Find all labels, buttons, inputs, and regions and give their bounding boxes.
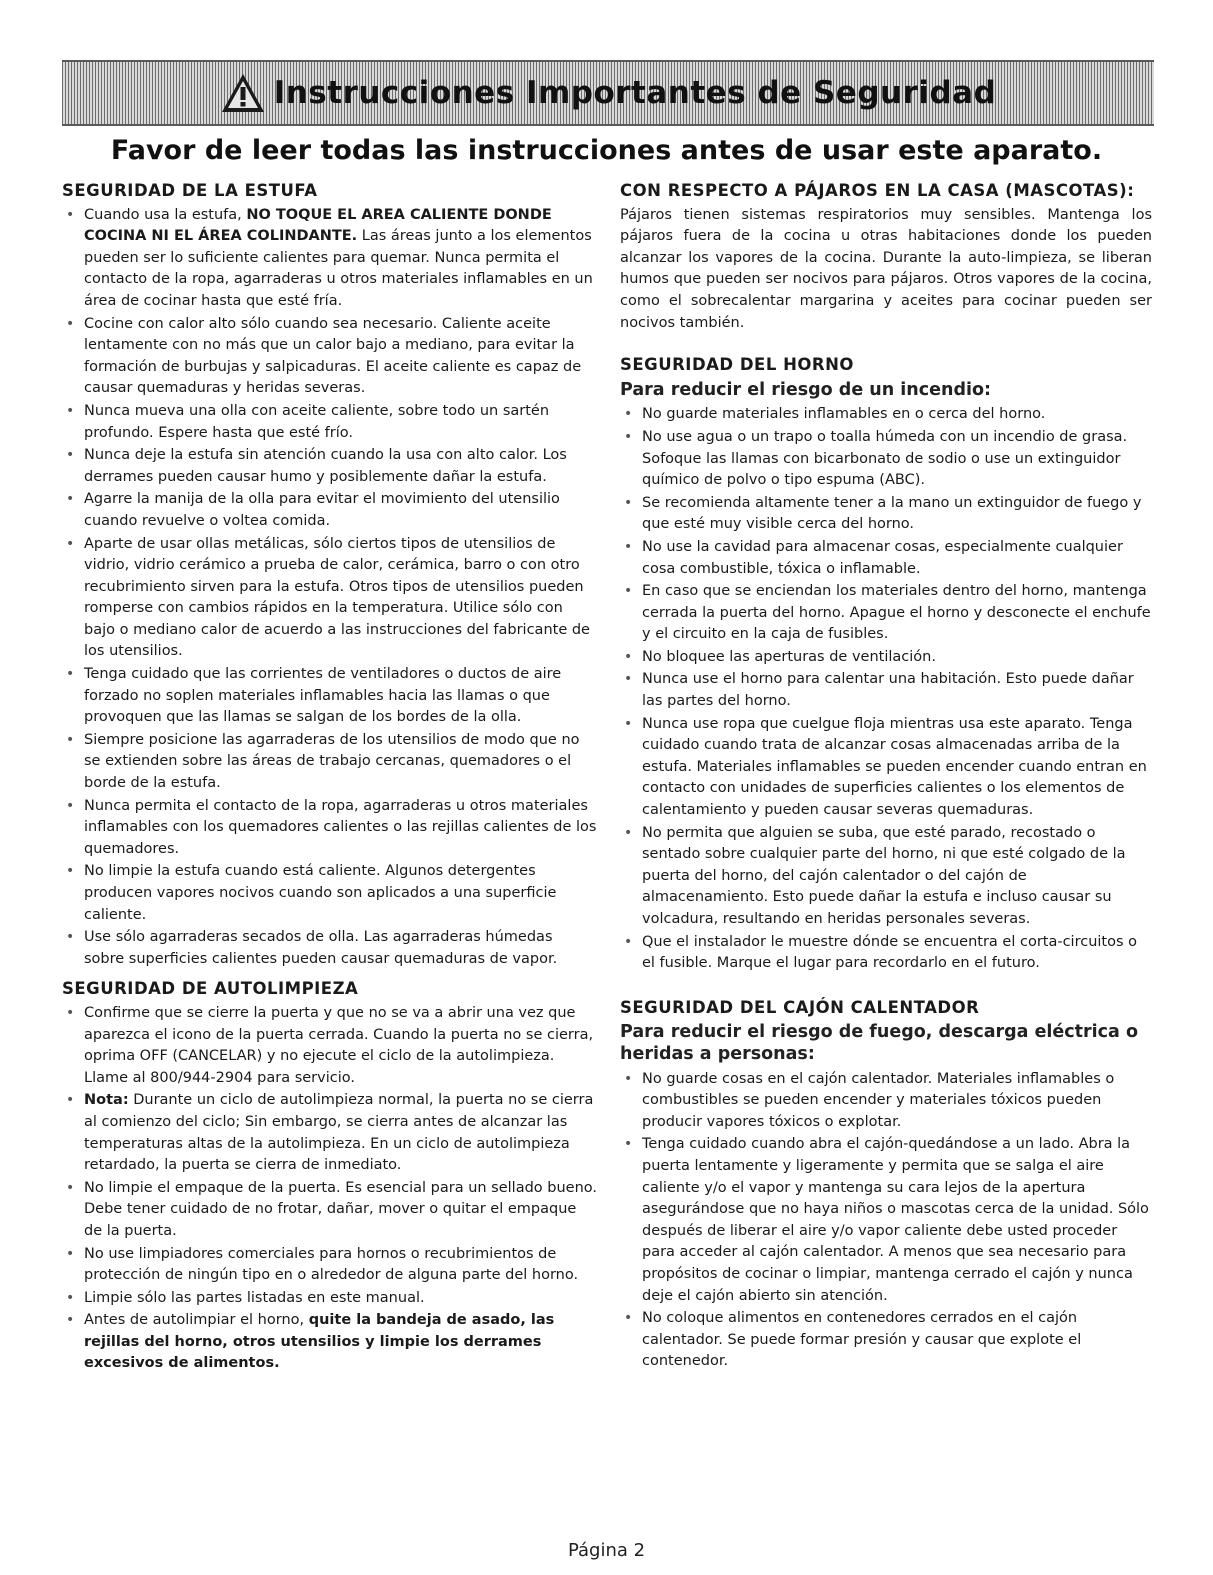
list-item: • Siempre posicione las agarraderas de los utensilios de modo que no se extienden sobre las áreas de trabajo cercanas, quemadores o el borde de la estufa. [62, 730, 597, 795]
section-heading-cajon: SEGURIDAD DEL CAJÓN CALENTADOR [620, 997, 980, 1017]
list-item: • Aparte de usar ollas metálicas, sólo ciertos tipos de utensilios de vidrio, vidrio cerámico a prueba de calor, cerámica, barro o con otro recubrimiento sirven para la estufa. Otros tipos de utensilios pueden romperse con cambios rápidos en la temperatura. Utilice sólo con bajo o mediano calor de acuerdo a las instrucciones del fabricante de los utensilios. [62, 534, 597, 664]
list-item: • No limpie el empaque de la puerta. Es esencial para un sellado bueno. Debe tener cuidado de no frotar, dañar, mover o quitar el empaque de la puerta. [62, 1178, 597, 1243]
list-item [62, 1090, 597, 1176]
list-item: • Tenga cuidado que las corrientes de ventiladores o ductos de aire forzado no soplen materiales inflamables hacia las llamas o que provoquen que las llamas se salgan de los bordes de la olla. [62, 664, 597, 729]
banner-title: Instrucciones Importantes de Seguridad [273, 75, 997, 111]
spacer [620, 346, 1152, 354]
list-item: • Confirme que se cierre la puerta y que no se va a abrir una vez que aparezca el icono de la puerta cerrada. Cuando la puerta no se cierra, oprima OFF (CANCELAR) y no ejecute el ciclo de la autolimpieza. Llame al 800/944-2904 para servicio. [62, 1003, 597, 1089]
list-item: • Limpie sólo las partes listadas en este manual. [62, 1288, 597, 1310]
list-item: • Se recomienda altamente tener a la mano un extinguidor de fuego y que esté muy visible cerca del horno. [620, 493, 1152, 536]
page-number: Página 2 [567, 1540, 646, 1561]
list-item: • Nunca deje la estufa sin atención cuando la usa con alto calor. Los derrames pueden causar humo y posiblemente dañar la estufa. [62, 445, 597, 488]
list-item: • No use agua o un trapo o toalla húmeda con un incendio de grasa. Sofoque las llamas con bicarbonato de sodio o use un extinguidor químico de polvo o tipo espuma (ABC). [620, 427, 1152, 492]
list-item: • Nunca permita el contacto de la ropa, agarraderas u otros materiales inflamables con los quemadores calientes o las rejillas calientes de los quemadores. [62, 796, 597, 861]
list-item: • No coloque alimentos en contenedores cerrados en el cajón calentador. Se puede formar presión y causar que explote el contenedor. [620, 1308, 1152, 1373]
list-item: • En caso que se enciendan los materiales dentro del horno, mantenga cerrada la puerta del horno. Apague el horno y desconecte el enchufe y el circuito en la caja de fusibles. [620, 581, 1152, 646]
pajaros-paragraph: Pájaros tienen sistemas respiratorios muy sensibles. Mantenga los pájaros fuera de la cocina u otras habitaciones donde los pueden alcanzar los vapores de la cocina. Durante la auto-limpieza, se liberan humos que pueden ser nocivos para pájaros. Otros vapores de la cocina, como el sobrecalentar margarina y aceites para cocinar pueden ser nocivos también. [620, 206, 1152, 331]
list-item: • No limpie la estufa cuando está caliente. Algunos detergentes producen vapores nocivos cuando son aplicados a una superficie caliente. [62, 861, 597, 926]
list-item [62, 205, 597, 313]
subheading-cajon: Para reducir el riesgo de fuego, descarga eléctrica o heridas a personas: [620, 1022, 1138, 1064]
autolimpieza-list [62, 1003, 597, 1375]
section-heading-estufa: SEGURIDAD DE LA ESTUFA [62, 181, 318, 200]
list-item: • Nunca mueva una olla con aceite caliente, sobre todo un sartén profundo. Espere hasta que esté frío. [62, 401, 597, 444]
section-heading-horno: SEGURIDAD DEL HORNO [620, 355, 854, 375]
list-item: • No use la cavidad para almacenar cosas, especialmente cualquier cosa combustible, tóxica o inflamable. [620, 537, 1152, 580]
item-text: Antes de autolimpiar el horno, [84, 1312, 309, 1329]
cajon-list [620, 1069, 1152, 1373]
list-item: • Que el instalador le muestre dónde se encuentra el corta-circuitos o el fusible. Marque el lugar para recordarlo en el futuro. [620, 932, 1152, 975]
list-item: • No bloquee las aperturas de ventilación. [620, 647, 1152, 669]
list-item: • Tenga cuidado cuando abra el cajón-quedándose a un lado. Abra la puerta lentamente y ligeramente y permita que se salga el aire caliente y/o el vapor y mantenga su cara lejos de la apertura asegurándose que no haya niños o mascotas cerca de la unidad. Sólo después de liberar el aire y/o vapor caliente debe usted proceder para acceder al cajón calentador. A menos que sea necesario para propósitos de cocinar o limpiar, mantenga cerrado el cajón y nunca deje el cajón abierto sin atención. [620, 1134, 1152, 1307]
item-bold-text: NO TOQUE EL AREA CALIENTE DONDE COCINA NI EL ÁREA COLINDANTE. [84, 206, 552, 245]
spacer [620, 983, 1152, 997]
item-bold-text: Nota: [84, 1092, 129, 1109]
list-item: • Nunca use el horno para calentar una habitación. Esto puede dañar las partes del horno. [620, 669, 1152, 712]
horno-list [620, 404, 1152, 974]
warning-icon [220, 72, 266, 114]
item-text: Cuando usa la estufa, [84, 206, 247, 223]
section-heading-autolimpieza: SEGURIDAD DE AUTOLIMPIEZA [62, 979, 359, 999]
header-banner [62, 60, 1154, 126]
item-bold-text: quite la bandeja de asado, las rejillas del horno, otros utensilios y limpie los derrames excesivos de alimentos. [84, 1312, 555, 1372]
page-subtitle: Favor de leer todas las instrucciones antes de usar este aparato. [110, 135, 1103, 166]
estufa-list [62, 205, 597, 971]
banner-content [220, 72, 997, 114]
list-item: • Cocine con calor alto sólo cuando sea necesario. Caliente aceite lentamente con no más que un calor bajo a mediano, para evitar la formación de burbujas y salpicaduras. El aceite caliente es capaz de causar quemaduras y heridas severas. [62, 314, 597, 400]
subheading-horno: Para reducir el riesgo de un incendio: [620, 379, 991, 400]
list-item: • Use sólo agarraderas secados de olla. Las agarraderas húmedas sobre superficies calientes pueden causar quemaduras de vapor. [62, 927, 597, 970]
item-text: Durante un ciclo de autolimpieza normal, la puerta no se cierra al comienzo del ciclo; Sin embargo, se cierra antes de alcanzar las temperaturas altas de la autolimpieza. En un ciclo de autolimpieza retardado, la puerta se cierra de inmediato. [84, 1092, 594, 1174]
list-item [62, 1310, 597, 1375]
list-item: • Agarre la manija de la olla para evitar el movimiento del utensilio cuando revuelve o voltea comida. [62, 489, 597, 532]
item-text: Las áreas junto a los elementos pueden ser lo suficiente calientes para quemar. Nunca permita el contacto de la ropa, agarraderas u otros materiales inflamables en un área de cocinar hasta que esté fría. [84, 228, 593, 309]
list-item: • No use limpiadores comerciales para hornos o recubrimientos de protección de ningún tipo en o alrededor de alguna parte del horno. [62, 1244, 597, 1287]
section-heading-pajaros: CON RESPECTO A PÁJAROS EN LA CASA (MASCOTAS): [620, 181, 1135, 200]
list-item: • No guarde materiales inflamables en o cerca del horno. [620, 404, 1152, 426]
list-item: • No permita que alguien se suba, que esté parado, recostado o sentado sobre cualquier parte del horno, ni que esté colgado de la puerta del horno, del cajón calentador o del cajón de almacenamiento. Esto puede dañar la estufa e incluso causar su volcadura, resultando en heridas personales severas. [620, 823, 1152, 931]
left-column [62, 180, 597, 1383]
list-item: • Nunca use ropa que cuelgue floja mientras usa este aparato. Tenga cuidado cuando trata de alcanzar cosas almacenadas arriba de la estufa. Materiales inflamables se pueden encender cuando entran en contacto con unidades de superficies calientes o los elementos de calentamiento y pueden causar severas quemaduras. [620, 714, 1152, 822]
list-item: • No guarde cosas en el cajón calentador. Materiales inflamables o combustibles se pueden encender y materiales tóxicos pueden producir vapores tóxicos o explotar. [620, 1069, 1152, 1134]
right-column [620, 180, 1152, 1381]
